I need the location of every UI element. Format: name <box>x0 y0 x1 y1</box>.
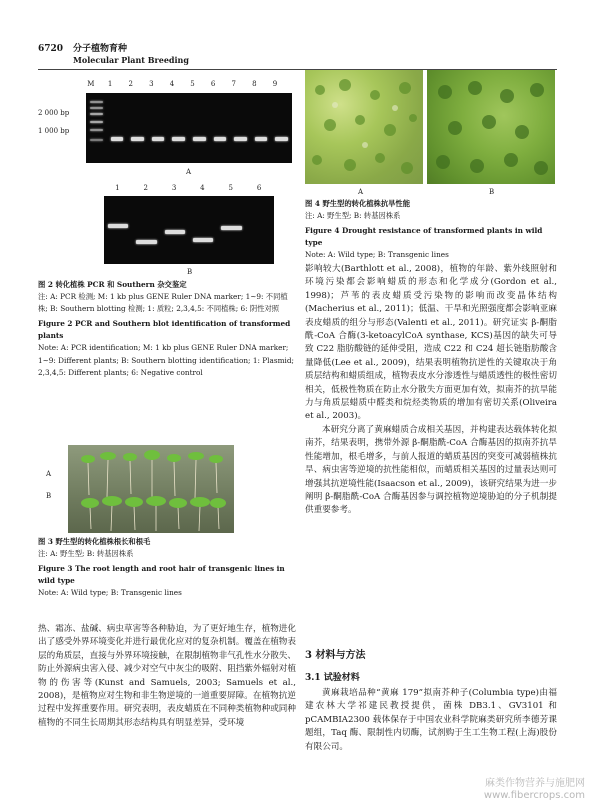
lane-label: 2 <box>143 184 148 192</box>
gel-band <box>221 226 241 230</box>
seedling-illustration <box>68 445 234 533</box>
wild-type-tray-illustration <box>305 70 423 184</box>
panel-a-label: A <box>186 168 192 176</box>
pcr-gel-image <box>86 93 292 163</box>
lane-label: 4 <box>169 80 175 88</box>
gel-band <box>90 139 103 141</box>
gel-band <box>193 238 213 242</box>
lane-label: 7 <box>231 80 236 88</box>
section-3-heading: 3 材料与方法 <box>305 650 366 661</box>
panel-b-label: B <box>187 268 193 276</box>
figure4-label-b: B <box>489 188 495 196</box>
figure3-title-cn: 图 3 野生型的转化植株根长和根毛 <box>38 537 151 546</box>
right-paragraph-3: 黄麻栽培品种“黄麻 179”拟南芥种子(Columbia type)由福建农林大学祁建民教授提供，菌株 DB3.1、GV3101 和 pCAMBIA2300 载体保存于中国农业科学院麻类研究所李德芳课题组，Taq 酶、限制性内切酶，试剂购于生工生物工程(上海)股份有限公司。 <box>305 688 557 752</box>
left-paragraph: 热、霜冻、盐碱、病虫草害等各种胁迫，为了更好地生存，植物进化出了感受外界环境变化并进行最优化应对的复杂机制。覆盖在植物表层的角质层，直接与外界环境接触，在限制植物非气孔性水分散失、防止外源病虫害入侵、减少对空气中灰尘的吸附、阻挡紫外辐射对植物的伤害等(Kunst and Samuels, 2003; Samuels et al., 2008)，是植物应对生物和非生物逆境的一道重要屏障。在植物抗逆过程中发挥重要作用。研究表明，表皮蜡质在不同种类植物种或同种植物的不同生长周期其形态结构具有明显差异，受环境 <box>38 624 296 728</box>
figure2-note-cn: 注: A: PCR 检测; M: 1 kb plus GENE Ruler DNA marker; 1~9: 不同植株; B: Southern blotting 检测; 1: 质粒; 2,3,4,5: 不同植株; 6: 阴性对照 <box>38 292 288 314</box>
figure3-note-en: Note: A: Wild type; B: Transgenic lines <box>38 588 182 598</box>
gel-band <box>165 230 185 234</box>
gel-band <box>193 137 206 141</box>
lane-label: 4 <box>200 184 205 192</box>
gel-band <box>214 137 227 141</box>
blot-b-lane-labels <box>104 184 274 194</box>
watermark-line-2: www.fibercrops.com <box>483 790 585 801</box>
gel-band <box>90 113 103 115</box>
right-paragraph-2: 本研究分离了黄麻蜡质合成相关基因，并构建表达载体转化拟南芥，结果表明，携带外源 β-酮脂酰-CoA 合酶基因的拟南芥抗旱性能增加，根毛增多，与前人报道的蜡质基因的突变可减弱植株抗旱、病虫害等逆境的抗性能相似，而蜡质相关基因的过量表达则可增强其抗逆境性能(Isaacson et al., 2009)，该研究结果为进一步阐明 β-酮脂酰-CoA 合酶基因参与调控植物逆境胁迫的分子机制提供重要参考。 <box>305 424 557 516</box>
figure3-row-a-label: A <box>46 470 52 478</box>
gel-band <box>234 137 247 141</box>
left-column-text <box>38 623 296 730</box>
figure4-photo-b <box>427 70 555 184</box>
watermark <box>484 778 585 802</box>
gel-band <box>90 101 103 103</box>
right-column-text-materials <box>305 687 557 754</box>
right-paragraph-1: 影响较大(Barthlott et al., 2008)，植物的年龄、紫外线照射和环境污染都会影响蜡质的形态和化学成分(Gordon et al., 1998)；芦苇的表皮蜡质受污染物的影响而改变晶体结构(Macherius et al., 2011)；低温、干旱和光照强度都会影响亚麻表皮蜡质的组分与形态(Valenti et al., 2011)。研究证实 β-酮脂酰-CoA 合酶(3-ketoacylCoA synthase, KCS)基因的缺失可导致 C22 脂肪酸链的延伸受阻，造成 C22 和 C24 超长链脂肪酸含量降低(Lee et al., 2009)，结果表明植物抗逆性的关键取决于角质层结构和蜡质组成，植物表皮水分渗透性与蜡质透性的极性密切相关，低极性物质在防止水分散失方面更加有效，拟南芥的抗旱能力与角质层蜡质中醛类和烷烃类物质的增加有密切关系(Oliveira et al., 2003)。 <box>305 264 557 422</box>
gel-band <box>136 240 156 244</box>
figure2-title-en: Figure 2 PCR and Southern blot identification of transformed plants <box>38 319 291 341</box>
gel-band <box>172 137 185 141</box>
journal-title-cn: 分子植物育种 <box>73 44 128 54</box>
journal-title-en: Molecular Plant Breeding <box>73 55 189 65</box>
gel-band <box>111 137 124 141</box>
gel-band <box>108 224 128 228</box>
lane-label: M <box>87 80 95 88</box>
southern-blot-image <box>104 196 274 264</box>
watermark-line-1: 麻类作物营养与施肥网 <box>485 778 585 789</box>
lane-label: 5 <box>228 184 233 192</box>
lane-label: 5 <box>190 80 195 88</box>
figure3-note-cn: 注: A: 野生型; B: 转基因株系 <box>38 549 134 559</box>
gel-band <box>255 137 268 141</box>
gel-a-lane-labels <box>80 80 290 90</box>
page-number: 6720 <box>38 44 64 54</box>
figure4-photo-a <box>305 70 423 184</box>
figure4-note-en: Note: A: Wild type; B: Transgenic lines <box>305 250 449 260</box>
gel-band <box>131 137 144 141</box>
gel-band <box>90 121 103 123</box>
lane-label: 2 <box>128 80 133 88</box>
gel-band <box>90 107 103 109</box>
figure2-caption <box>38 279 296 379</box>
figure4-label-a: A <box>358 188 364 196</box>
gel-band <box>90 129 103 131</box>
figure4-title-en: Figure 4 Drought resistance of transformed plants in wild type <box>305 226 543 248</box>
lane-label: 3 <box>171 184 177 192</box>
lane-label: 6 <box>256 184 262 192</box>
figure4-title-cn: 图 4 野生型的转化植株抗旱性能 <box>305 199 411 208</box>
transgenic-tray-illustration <box>427 70 555 184</box>
figure3-caption <box>38 536 296 599</box>
lane-label: 1 <box>107 80 113 88</box>
marker-label-1000: 1 000 bp <box>38 127 70 135</box>
lane-label: 1 <box>115 184 120 192</box>
lane-label: 9 <box>272 80 278 88</box>
gel-band <box>275 137 288 141</box>
right-column-text <box>305 263 557 518</box>
figure4-note-cn: 注: A: 野生型; B: 转基因株系 <box>305 211 401 221</box>
lane-label: 6 <box>210 80 216 88</box>
figure3-title-en: Figure 3 The root length and root hair of transgenic lines in wild type <box>38 564 285 586</box>
section-3-1-heading: 3.1 试验材料 <box>305 673 360 683</box>
marker-label-2000: 2 000 bp <box>38 109 70 117</box>
figure3-root-photo <box>68 445 234 533</box>
figure2-note-en: Note: A: PCR identification; M: 1 kb plus GENE Ruler DNA marker; 1~9: Different plants; B: Southern blotting identification; 1: Plasmid; 2,3,4,5: Different plants; 6: Negative control <box>38 343 294 377</box>
figure4-caption <box>305 198 557 261</box>
figure2-title-cn: 图 2 转化植株 PCR 和 Southern 杂交鉴定 <box>38 280 187 289</box>
lane-label: 8 <box>252 80 257 88</box>
gel-band <box>152 137 165 141</box>
lane-label: 3 <box>149 80 154 88</box>
figure3-row-b-label: B <box>46 492 52 500</box>
